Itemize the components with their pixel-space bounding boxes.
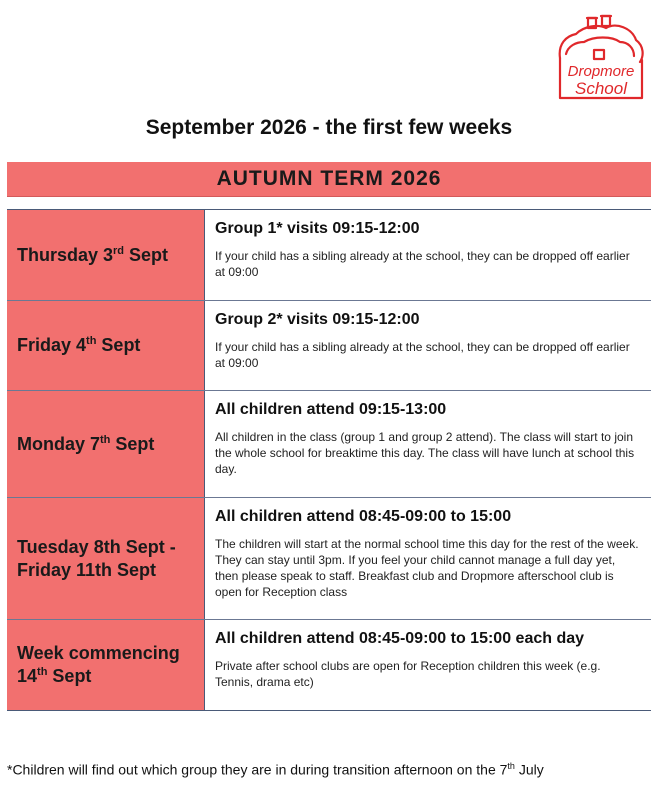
info-cell [205,210,651,300]
info-cell [205,301,651,390]
row-heading: All children attend 08:45-09:00 to 15:00 each day [215,630,585,647]
row-description: All children in the class (group 1 and group 2 attend). The class will start to join the whole school for breaktime this day. The class will have lunch at school this day. [215,430,635,476]
row-heading: Group 1* visits 09:15-12:00 [215,220,420,237]
table-row [7,210,651,301]
table-row [7,620,651,710]
row-description: Private after school clubs are open for Reception children this week (e.g. Tennis, drama etc) [215,659,601,689]
info-cell [205,620,651,710]
day-cell: Week commencing 14th Sept [7,620,205,710]
day-cell: Tuesday 8th Sept - Friday 11th Sept [7,498,205,619]
row-description: If your child has a sibling already at the school, they can be dropped off earlier at 09:00 [215,340,630,370]
row-heading: All children attend 09:15-13:00 [215,401,447,418]
dropmore-school-logo [554,14,648,102]
logo-line2: School [575,79,627,98]
info-cell [205,498,651,619]
term-banner: AUTUMN TERM 2026 [7,162,651,197]
footnote: *Children will find out which group they are in during transition afternoon on the 7th July [7,761,544,778]
day-cell: Thursday 3rd Sept [7,210,205,300]
row-heading: All children attend 08:45-09:00 to 15:00 [215,508,512,525]
row-description: The children will start at the normal school time this day for the rest of the week. They can stay until 3pm. If you feel your child cannot manage a full day yet, then please speak to staff. Breakfast club and Dropmore afterschool club is open for Reception class [215,537,639,599]
page-title: September 2026 - the first few weeks [145,116,513,139]
schedule-table [7,209,651,711]
table-row [7,498,651,620]
table-row [7,301,651,391]
logo-line1: Dropmore [567,63,635,80]
day-cell: Friday 4th Sept [7,301,205,390]
info-cell [205,391,651,497]
row-heading: Group 2* visits 09:15-12:00 [215,311,420,328]
day-cell: Monday 7th Sept [7,391,205,497]
table-row [7,391,651,498]
row-description: If your child has a sibling already at the school, they can be dropped off earlier at 09:00 [215,249,630,279]
